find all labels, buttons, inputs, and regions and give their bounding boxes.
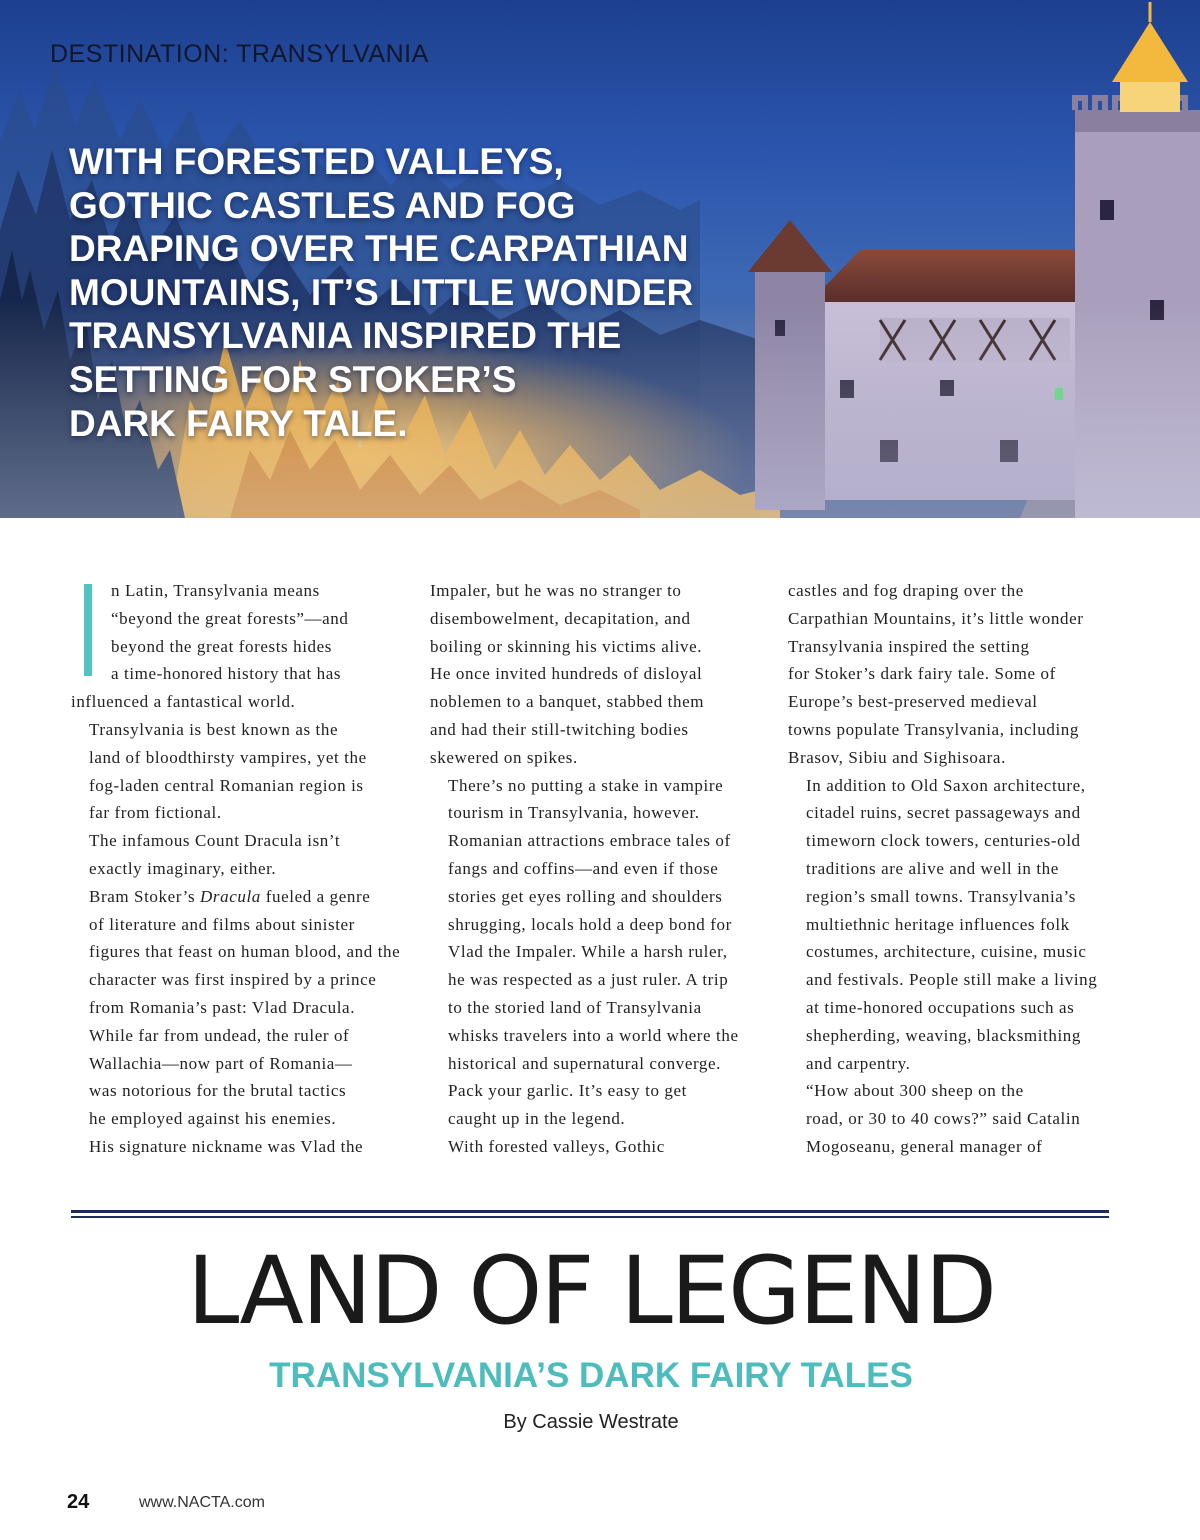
pull-quote [69, 140, 749, 445]
text-line: Transylvania inspired the setting [788, 636, 1030, 656]
text-line: Vlad the Impaler. While a harsh ruler, [448, 942, 728, 962]
text-line: and carpentry. [806, 1053, 911, 1073]
text-line: fog-laden central Romanian region is [89, 775, 364, 795]
text-line: “beyond the great forests”—and [111, 608, 349, 628]
text-line: Wallachia—now part of Romania— [89, 1053, 353, 1073]
text-line: character was first inspired by a prince [89, 970, 377, 990]
article-paragraph [71, 883, 411, 1022]
text-line: In addition to Old Saxon architecture, [806, 775, 1086, 795]
article-paragraph [430, 772, 770, 1078]
text-line: road, or 30 to 40 cows?” said Catalin [806, 1109, 1081, 1129]
pull-quote-line: MOUNTAINS, IT’S LITTLE WONDER [69, 271, 694, 313]
text-line: Transylvania is best known as the [89, 719, 339, 739]
text-line: boiling or skinning his victims alive. [430, 636, 703, 656]
text-line: The infamous Count Dracula isn’t [89, 831, 341, 851]
text-line: With forested valleys, Gothic [448, 1136, 665, 1156]
text-line: and festivals. People still make a living [806, 970, 1098, 990]
article-paragraph [430, 1077, 770, 1133]
text-line: far from fictional. [89, 803, 222, 823]
text-line: influenced a fantastical world. [71, 692, 296, 712]
book-title: Dracula [200, 886, 261, 906]
text-line: was notorious for the brutal tactics [89, 1081, 347, 1101]
text-line: a time-honored history that has [111, 664, 342, 684]
text-line: Europe’s best-preserved medieval [788, 692, 1038, 712]
pull-quote-line: DRAPING OVER THE CARPATHIAN [69, 228, 689, 270]
text-line: historical and supernatural converge. [448, 1053, 722, 1073]
text-line: multiethnic heritage influences folk [806, 914, 1070, 934]
pull-quote-line: DARK FAIRY TALE. [69, 402, 408, 444]
article-paragraph [788, 1077, 1128, 1160]
text-line: caught up in the legend. [448, 1109, 626, 1129]
text-line: traditions are alive and well in the [806, 858, 1059, 878]
text-line: While far from undead, the ruler of [89, 1025, 350, 1045]
text-line: whisks travelers into a world where the [448, 1025, 739, 1045]
text-line: Brasov, Sibiu and Sighisoara. [788, 747, 1006, 767]
text-line: Bram Stoker’s Dracula fueled a genre [89, 886, 371, 906]
text-line: and had their still-twitching bodies [430, 719, 689, 739]
drop-cap-i [84, 584, 92, 676]
text-line: tourism in Transylvania, however. [448, 803, 700, 823]
text-line: skewered on spikes. [430, 747, 578, 767]
article-column-2 [430, 577, 770, 1161]
text-line: “How about 300 sheep on the [806, 1081, 1024, 1101]
article-paragraph [71, 716, 411, 827]
text-line: figures that feast on human blood, and the [89, 942, 401, 962]
text-line: stories get eyes rolling and shoulders [448, 886, 723, 906]
article-paragraph [788, 577, 1128, 772]
text-line: he employed against his enemies. [89, 1109, 337, 1129]
text-line: towns populate Transylvania, including [788, 719, 1080, 739]
byline: By Cassie Westrate [503, 1411, 679, 1433]
text-line: at time-honored occupations such as [806, 997, 1075, 1017]
text-line: citadel ruins, secret passageways and [806, 803, 1081, 823]
article-subhead: TRANSYLVANIA’S DARK FAIRY TALES [269, 1356, 913, 1395]
article-paragraph [71, 577, 411, 716]
article-paragraph [71, 827, 411, 883]
text-line: timeworn clock towers, centuries-old [806, 831, 1081, 851]
article-column-3 [788, 577, 1128, 1161]
text-line: fangs and coffins—and even if those [448, 858, 719, 878]
title-divider [71, 1210, 1109, 1213]
pull-quote-line: GOTHIC CASTLES AND FOG [69, 184, 576, 226]
text-line: costumes, architecture, cuisine, music [806, 942, 1087, 962]
text-line: He once invited hundreds of disloyal [430, 664, 703, 684]
text-line: for Stoker’s dark fairy tale. Some of [788, 664, 1056, 684]
text-line: noblemen to a banquet, stabbed them [430, 692, 705, 712]
article-paragraph [71, 1022, 411, 1161]
text-line: n Latin, Transylvania means [111, 581, 320, 600]
text-line: he was respected as a just ruler. A trip [448, 970, 729, 990]
article-headline: LAND OF LEGEND [186, 1237, 996, 1346]
text-line: shepherding, weaving, blacksmithing [806, 1025, 1082, 1045]
title-divider [71, 1216, 1109, 1218]
text-line: disembowelment, decapitation, and [430, 608, 691, 628]
text-line: region’s small towns. Transylvania’s [806, 886, 1076, 906]
text-line: Impaler, but he was no stranger to [430, 581, 682, 600]
pull-quote-line: WITH FORESTED VALLEYS, [69, 141, 564, 182]
text-line: His signature nickname was Vlad the [89, 1136, 364, 1156]
text-line: exactly imaginary, either. [89, 858, 277, 878]
site-url: www.NACTA.com [139, 1494, 265, 1511]
text-line: shrugging, locals hold a deep bond for [448, 914, 732, 934]
text-line: castles and fog draping over the [788, 581, 1024, 600]
article-column-1 [71, 577, 411, 1161]
page-number: 24 [67, 1491, 90, 1513]
text-line: of literature and films about sinister [89, 914, 355, 934]
article-paragraph [430, 577, 770, 772]
text-line: land of bloodthirsty vampires, yet the [89, 747, 367, 767]
pull-quote-line: TRANSYLVANIA INSPIRED THE [69, 315, 622, 357]
text-line: Romanian attractions embrace tales of [448, 831, 731, 851]
text-line: from Romania’s past: Vlad Dracula. [89, 997, 356, 1017]
text-line: Pack your garlic. It’s easy to get [448, 1081, 687, 1101]
section-label: DESTINATION: TRANSYLVANIA [50, 40, 429, 68]
hero-image [0, 0, 1200, 518]
text-line: beyond the great forests hides [111, 636, 332, 656]
text-line: to the storied land of Transylvania [448, 997, 702, 1017]
text-line: Mogoseanu, general manager of [806, 1136, 1043, 1156]
pull-quote-line: SETTING FOR STOKER’S [69, 358, 517, 400]
article-paragraph [430, 1133, 770, 1161]
text-line: There’s no putting a stake in vampire [448, 775, 724, 795]
article-paragraph [788, 772, 1128, 1078]
text-line: Carpathian Mountains, it’s little wonder [788, 608, 1084, 628]
